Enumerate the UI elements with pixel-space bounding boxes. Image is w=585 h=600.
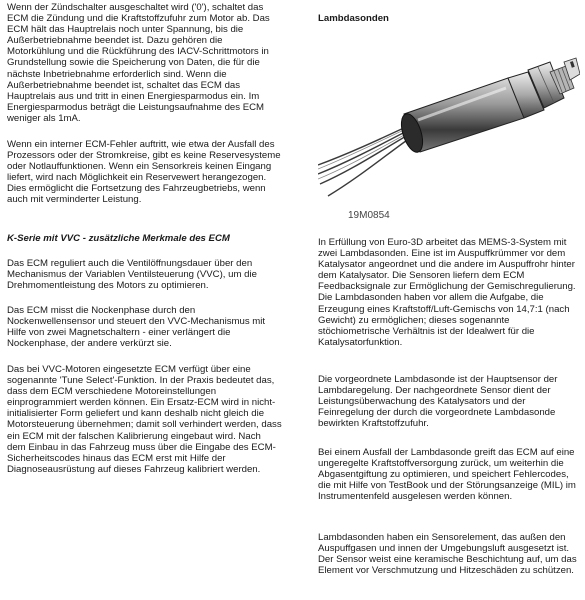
heading-lambdasonden: Lambdasonden xyxy=(318,13,389,24)
paragraph-cam-phase: Das ECM misst die Nockenphase durch den Nockenwellensensor und steuert den VVC-Mechanismus mit Hilfe von zwei Magnetschaltern - einer verlängert die Nockenphase, der andere verkürzt sie. xyxy=(7,305,266,350)
paragraph-ignition-off: Wenn der Zündschalter ausgeschaltet wird ('0'), schaltet das ECM die Zündung und die Kraftstoffzufuhr zum Motor ab. Das ECM hält das Hauptrelais noch unter Spannung, bis die Außerbetriebnahme beendet ist. Dazu gehören die Motorkühlung und die Rückführung des IACV-Schrittmotors in Grundstellung sowie die Speicherung von Daten, die für die nächste Inbetriebnahme erforderlich sind. Wenn die Außerbetriebnahme beendet ist, schaltet das ECM das Hauptrelais aus und tritt in einen Energiesparmodus ein. Im Energiesparmodus beträgt die Leistungsaufnahme des ECM weniger als 1mA. xyxy=(7,2,270,124)
paragraph-sensor-element: Lambdasonden haben ein Sensorelement, das außen den Auspuffgasen und innen der Umgebungsluft ausgesetzt ist. Der Sensor weist eine keramische Beschichtung auf, um das Element vor Verschmutzung und Hitzeschäden zu schützen. xyxy=(318,532,577,577)
paragraph-euro3d: In Erfüllung von Euro-3D arbeitet das MEMS-3-System mit zwei Lambdasonden. Eine ist im Auspuffkrümmer vor dem Katalysator angeordnet und die andere im Auspuffrohr hinter dem Katalysator. Die Sensoren liefern dem ECM Feedbacksignale zur Ermöglichung der Gemischregulierung. Die Lambdasonden haben vor allem die Aufgabe, die Erzeugung eines Kraftstoff/Luft-Gemischs von 14,7:1 (nach Gewicht) zu ermöglichen; dieses sogenannte stöchiometrische Verhältnis ist der Idealwert für die Katalysatorfunktion. xyxy=(318,237,576,348)
paragraph-upstream-sensor: Die vorgeordnete Lambdasonde ist der Hauptsensor der Lambdaregelung. Der nachgeordnete Sensor dient der Leistungsüberwachung des Katalysators und der Feinregelung der durch die vorgeordnete Lambdasonde bewirkten Kraftstoffzufuhr. xyxy=(318,374,558,430)
paragraph-vvc-regulation: Das ECM reguliert auch die Ventilöffnungsdauer über den Mechanismus der Variablen Ventilsteuerung (VVC), um die Drehmomentleistung des Motors zu optimieren. xyxy=(7,258,257,292)
paragraph-ecm-fault: Wenn ein interner ECM-Fehler auftritt, wie etwa der Ausfall des Prozessors oder der Stromkreise, gibt es keine Reservesysteme oder Notlauffunktionen. Wenn ein Sensorkreis keinen Eingang liefert, wird nach Möglichkeit ein Reservewert herangezogen. Dies ermöglicht die Fortsetzung des Fahrzeugbetriebs, wenn auch mit verminderter Leistung. xyxy=(7,139,281,206)
sensor-cables xyxy=(318,127,410,196)
figure-label: 19M0854 xyxy=(348,210,390,221)
paragraph-sensor-failure: Bei einem Ausfall der Lambdasonde greift das ECM auf eine ungeregelte Kraftstoffversorgung zurück, um weiterhin die Abgasentgiftung zu optimieren, und speichert Fehlercodes, die mit Hilfe von TestBook und der Störungsanzeige (MIL) im Instrumentenfeld ausgelesen werden können. xyxy=(318,447,576,503)
lambda-sensor-illustration xyxy=(318,22,580,207)
lambda-sensor-figure xyxy=(318,22,580,221)
heading-k-series-vvc: K-Serie mit VVC - zusätzliche Merkmale des ECM xyxy=(7,233,230,244)
paragraph-tune-select: Das bei VVC-Motoren eingesetzte ECM verfügt über eine sogenannte 'Tune Select'-Funktion. In der Praxis bedeutet das, dass dem ECM verschiedene Motoreinstellungen einprogrammiert werden können. Ein Ersatz-ECM wird in nicht-initialisierter Form geliefert und kann deshalb nicht gleich die Motorsteuerung übernehmen; damit soll verhindert werden, dass ein ECM mit der falschen Kalibrierung eingebaut wird. Nach dem Einbau in das Fahrzeug muss über die Eingabe des ECM-Sicherheitscodes hinaus das ECM erst mit Hilfe der Diagnoseausrüstung auf dieses Fahrzeug kalibriert werden. xyxy=(7,364,282,475)
